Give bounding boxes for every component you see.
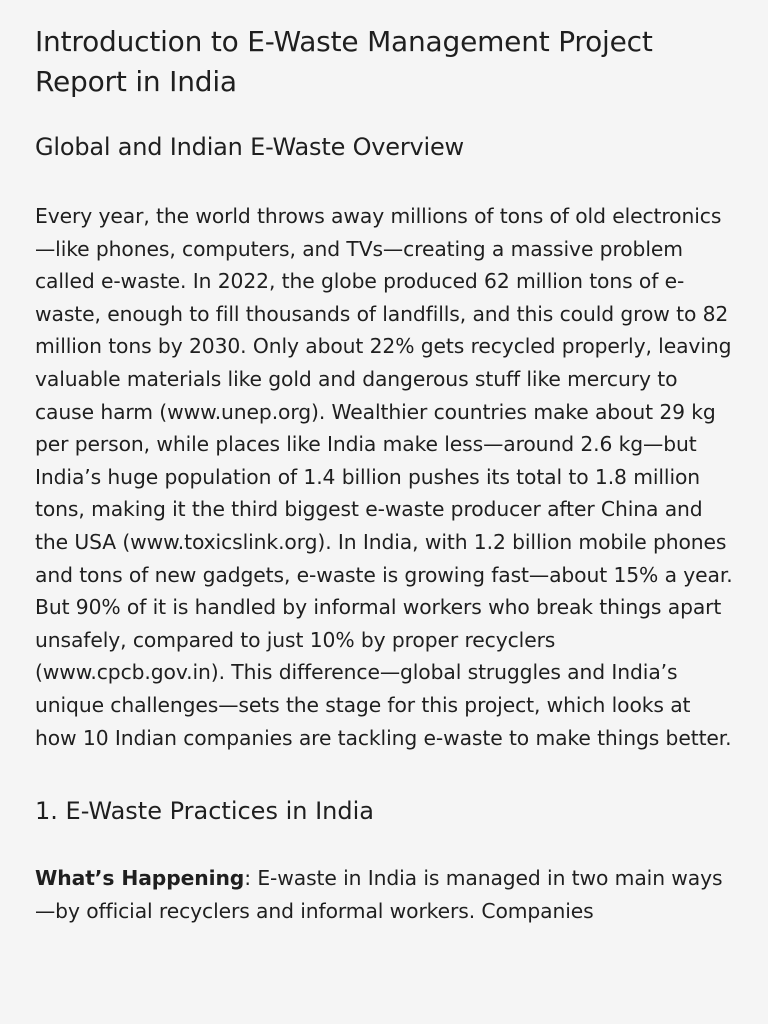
section-heading-overview: Global and Indian E-Waste Overview (35, 133, 464, 161)
practices-text: : E-waste in India is managed in two main ways—by official recyclers and informal workers. Companies (35, 866, 723, 923)
document-title: Introduction to E-Waste Management Project Report in India (35, 25, 653, 98)
section-heading-practices: 1. E-Waste Practices in India (35, 797, 374, 826)
practices-lead-label: What’s Happening (35, 866, 245, 891)
overview-paragraph: Every year, the world throws away millions of tons of old electronics—like phones, computers, and TVs—creating a massive problem called e-waste. In 2022, the globe produced 62 million tons of e-waste, enough to fill thousands of landfills, and this could grow to 82 million tons by 2030. Only about 22% gets recycled properly, leaving valuable materials like gold and dangerous stuff like mercury to cause harm (www.unep.org). Wealthier countries make about 29 kg per person, while places like India make less—around 2.6 kg—but India’s huge population of 1.4 billion pushes its total to 1.8 million tons, making it the third biggest e-waste producer after China and the USA (www.toxicslink.org). In India, with 1.2 billion mobile phones and tons of new gadgets, e-waste is growing fast—about 15% a year. But 90% of it is handled by informal workers who break things apart unsafely, compared to just 10% by proper recyclers (www.cpcb.gov.in). This difference—global struggles and India’s unique challenges—sets the stage for this project, which looks at how 10 Indian companies are tackling e-waste to make things better. (35, 204, 733, 750)
practices-paragraph (35, 862, 738, 927)
